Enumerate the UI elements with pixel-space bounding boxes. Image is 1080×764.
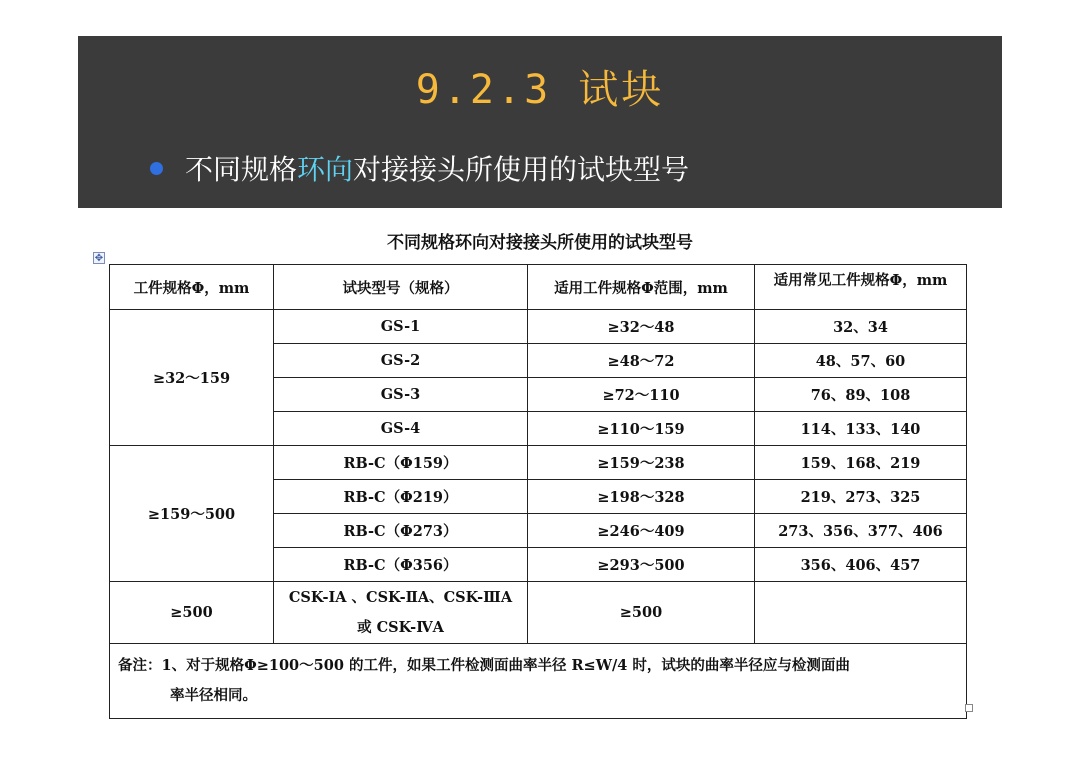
table-cell: ≥110～159 <box>528 412 755 446</box>
slide-header <box>78 36 1002 208</box>
header-cell: 试块型号（规格） <box>274 265 528 310</box>
table-row <box>110 582 967 644</box>
table-resize-handle[interactable] <box>965 704 973 712</box>
bullet-point <box>150 148 689 188</box>
table-cell: RB-C（Φ219） <box>274 480 528 514</box>
bullet-text-pre: 不同规格 <box>185 153 298 186</box>
table-cell: 114、133、140 <box>755 412 967 446</box>
bullet-text-highlight: 环向 <box>297 153 354 186</box>
table-cell: 32、34 <box>755 310 967 344</box>
spec-cell: ≥500 <box>110 582 274 644</box>
note-line: 备注：1、对于规格Φ≥100～500 的工件，如果工件检测面曲率半径 R≤W/4 时，试块的曲率半径应与检测面曲 <box>118 657 850 674</box>
table-move-handle-icon[interactable]: ✥ <box>94 253 104 264</box>
note-row <box>110 644 967 719</box>
table-cell <box>755 582 967 644</box>
table-cell: GS-1 <box>274 310 528 344</box>
table-cell: 356、406、457 <box>755 548 967 582</box>
spec-cell: ≥159～500 <box>110 446 274 582</box>
test-block-table <box>109 264 967 719</box>
table-cell: ≥72～110 <box>528 378 755 412</box>
table-cell: 273、356、377、406 <box>755 514 967 548</box>
table-cell: GS-2 <box>274 344 528 378</box>
header-cell: 工件规格Φ，mm <box>110 265 274 310</box>
table-cell: 76、89、108 <box>755 378 967 412</box>
header-cell: 适用工件规格Φ范围，mm <box>528 265 755 310</box>
table-cell: ≥32～48 <box>528 310 755 344</box>
table-cell: ≥159～238 <box>528 446 755 480</box>
table-cell: 48、57、60 <box>755 344 967 378</box>
block-line: 或 CSK-ⅣA <box>357 618 444 636</box>
table-cell: GS-4 <box>274 412 528 446</box>
table-cell: ≥246～409 <box>528 514 755 548</box>
table-row <box>110 446 967 480</box>
table-cell: 159、168、219 <box>755 446 967 480</box>
spec-cell: ≥32～159 <box>110 310 274 446</box>
table-cell: ≥48～72 <box>528 344 755 378</box>
table-caption: 不同规格环向对接接头所使用的试块型号 <box>387 233 693 253</box>
table-cell: RB-C（Φ273） <box>274 514 528 548</box>
table-cell: ≥198～328 <box>528 480 755 514</box>
table-cell: 219、273、325 <box>755 480 967 514</box>
note-cell <box>110 644 967 719</box>
note-line: 率半径相同。 <box>170 687 257 704</box>
table-cell: ≥500 <box>528 582 755 644</box>
table-row <box>110 310 967 344</box>
slide-title: 9.2.3 试块 <box>415 67 665 113</box>
table-cell: RB-C（Φ356） <box>274 548 528 582</box>
table-header-row <box>110 265 967 310</box>
bullet-dot-icon <box>150 162 163 175</box>
block-line: CSK-ⅠA 、CSK-ⅡA、CSK-ⅢA <box>288 588 513 606</box>
table-cell: ≥293～500 <box>528 548 755 582</box>
table-cell-blocks <box>274 582 528 644</box>
table-cell: GS-3 <box>274 378 528 412</box>
header-cell: 适用常见工件规格Φ，mm <box>755 265 967 310</box>
bullet-text-post: 对接接头所使用的试块型号 <box>353 153 690 186</box>
table-cell: RB-C（Φ159） <box>274 446 528 480</box>
